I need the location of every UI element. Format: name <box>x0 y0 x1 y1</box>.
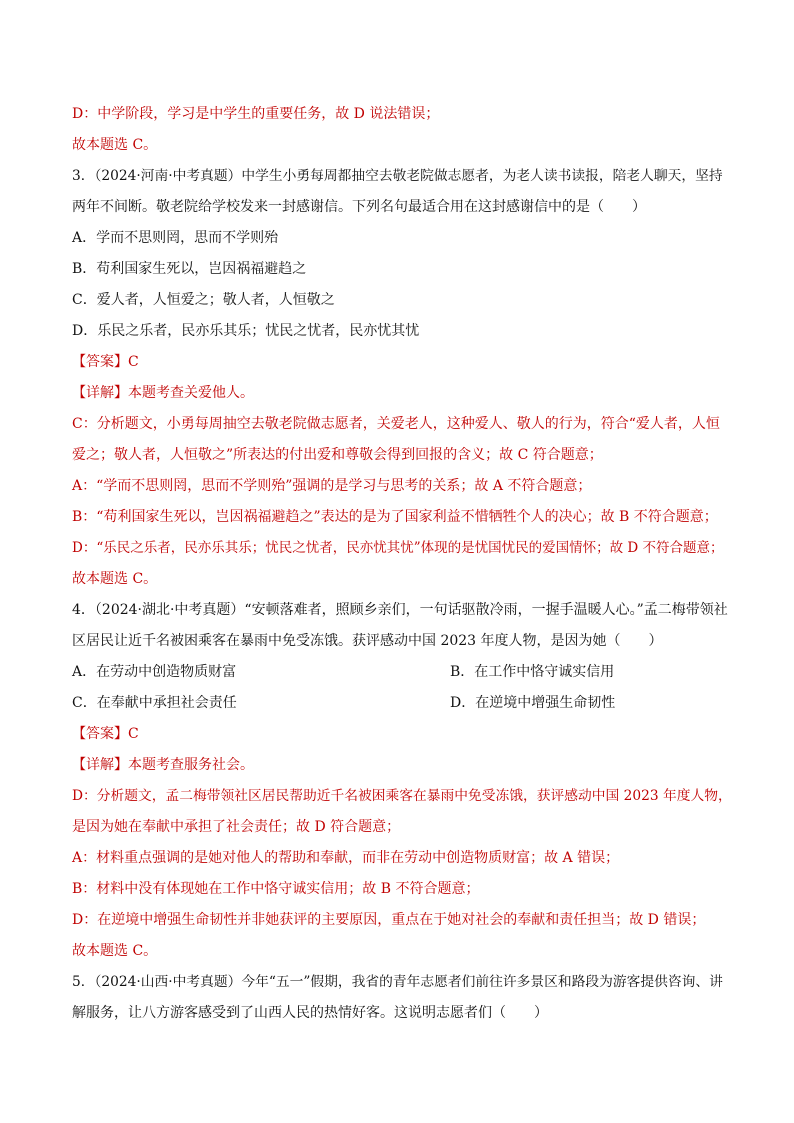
explanation-text: 是因为她在奉献中承担了社会责任；故 D 符合题意； <box>72 819 401 835</box>
conclusion-text: 故本题选 C。 <box>72 943 158 959</box>
explanation-label: 【详解】本题考查关爱他人。 <box>72 385 254 401</box>
explanation-text: D：“乐民之乐者，民亦乐其乐；忧民之忧者，民亦忧其忧”体现的是忧国忧民的爱国情怀；故 D 不符合题意； <box>72 540 724 556</box>
option-a: A．在劳动中创造物质财富 <box>72 664 237 680</box>
question-4-stem: 4．（2024·湖北·中考真题）“安顿落难者，照顾乡亲们，一句话驱散冷雨，一握手温暖人心。”孟二梅带领社 <box>72 602 728 618</box>
option-d: D．在逆境中增强生命韧性 <box>450 695 616 711</box>
options-row <box>72 662 732 682</box>
option-c: C．在奉献中承担社会责任 <box>72 695 237 711</box>
question-5-stem: 5．（2024·山西·中考真题）今年“五一”假期，我省的青年志愿者们前往许多景区和路段为游客提供咨询、讲 <box>72 974 723 990</box>
option-b: B．苟利国家生死以，岂因祸福避趋之 <box>72 261 307 277</box>
explanation-text: A：“学而不思则罔，思而不学则殆”强调的是学习与思考的关系；故 A 不符合题意； <box>72 478 592 494</box>
question-4-stem: 区居民让近千名被困乘客在暴雨中免受冻饿。获评感动中国 2023 年度人物，是因为她（ ） <box>72 633 663 649</box>
option-c: C．爱人者，人恒爱之；敬人者，人恒敬之 <box>72 292 335 308</box>
explanation-text: A：材料重点强调的是她对他人的帮助和奉献，而非在劳动中创造物质财富；故 A 错误； <box>72 850 620 866</box>
explanation-label: 【详解】本题考查服务社会。 <box>72 757 254 773</box>
option-d: D．乐民之乐者，民亦乐其乐；忧民之忧者，民亦忧其忧 <box>72 323 420 339</box>
explanation-text: C：分析题文，小勇每周抽空去敬老院做志愿者，关爱老人，这种爱人、敬人的行为，符合“爱人者，人恒 <box>72 416 720 432</box>
explanation-text: 爱之；敬人者，人恒敬之”所表达的付出爱和尊敬会得到回报的含义；故 C 符合题意； <box>72 447 603 463</box>
option-a: A．学而不思则罔，思而不学则殆 <box>72 230 279 246</box>
question-5-stem: 解服务，让八方游客感受到了山西人民的热情好客。这说明志愿者们（ ） <box>72 1005 548 1021</box>
explanation-text: D：分析题文，孟二梅带领社区居民帮助近千名被困乘客在暴雨中免受冻饿，获评感动中国 2023 年度人物， <box>72 788 732 804</box>
conclusion-text: 故本题选 C。 <box>72 571 158 587</box>
explanation-text: D：在逆境中增强生命韧性并非她获评的主要原因，重点在于她对社会的奉献和责任担当；故 D 错误； <box>72 912 706 928</box>
options-row <box>72 693 732 713</box>
question-3-stem: 3．（2024·河南·中考真题）中学生小勇每周都抽空去敬老院做志愿者，为老人读书读报，陪老人聊天，坚持 <box>72 168 723 184</box>
text-line: 故本题选 C。 <box>72 137 158 153</box>
answer-label: 【答案】C <box>72 726 139 742</box>
explanation-text: B：材料中没有体现她在工作中恪守诚实信用；故 B 不符合题意； <box>72 881 480 897</box>
answer-label: 【答案】C <box>72 354 139 370</box>
text-line: D：中学阶段，学习是中学生的重要任务，故 D 说法错误； <box>72 106 440 122</box>
option-b: B．在工作中恪守诚实信用 <box>450 664 615 680</box>
explanation-text: B：“苟利国家生死以，岂因祸福避趋之”表达的是为了国家利益不惜牺牲个人的决心；故 B 不符合题意； <box>72 509 718 525</box>
question-3-stem: 两年不间断。敬老院给学校发来一封感谢信。下列名句最适合用在这封感谢信中的是（ ） <box>72 199 646 215</box>
